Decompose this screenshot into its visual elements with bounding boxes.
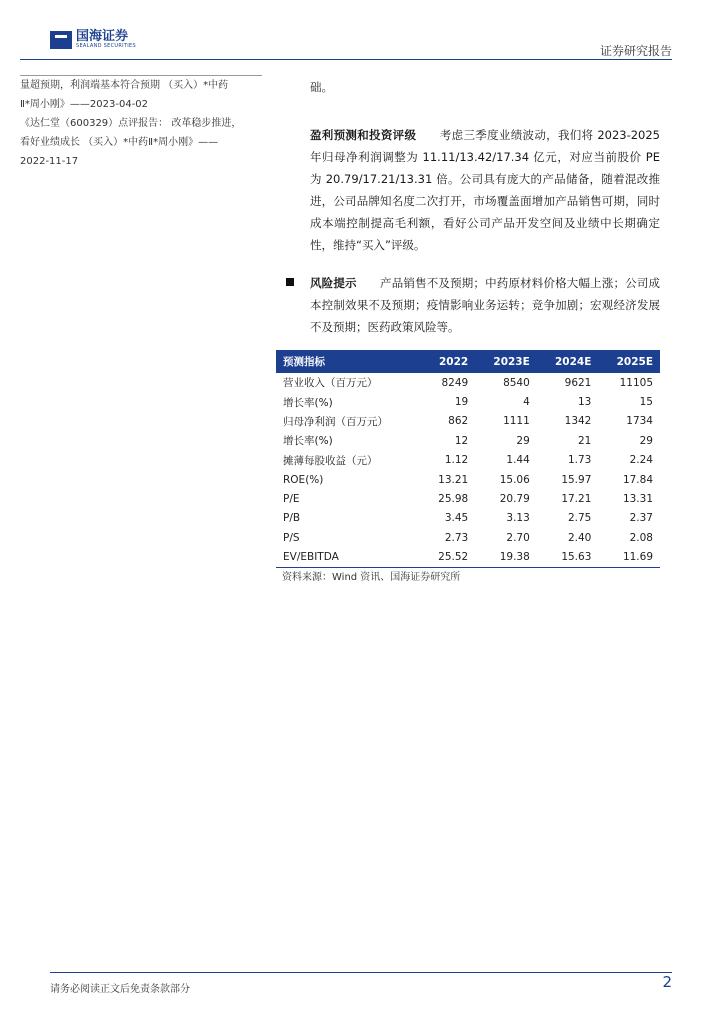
table-cell: 1.73	[567, 454, 592, 467]
table-row	[276, 392, 660, 411]
square-bullet-icon	[286, 278, 294, 286]
header-divider	[20, 59, 672, 60]
risk-heading: 风险提示	[310, 276, 357, 290]
table-cell: 25.52	[421, 548, 475, 568]
related-reports-sidebar	[20, 76, 262, 171]
table-cell: 1111	[503, 415, 530, 428]
table-cell: 19	[454, 396, 469, 409]
table-cell: 增长率(%)	[283, 435, 333, 448]
risk-body: 产品销售不及预期；中药原材料价格大幅上涨；公司成本控制效果不及预期；疫情影响业务运转；竞争加剧；宏观经济发展不及预期；医药政策风险等。	[310, 276, 661, 334]
related-report-line: Ⅱ*周小刚》——2023-04-02	[20, 99, 149, 110]
table-cell: 2.24	[629, 454, 653, 467]
table-cell: 归母净利润（百万元）	[283, 415, 388, 428]
rating-paragraph	[288, 124, 660, 256]
table-cell: 1.44	[506, 454, 530, 467]
paragraph-continuation: 础。	[310, 80, 333, 94]
logo-text-cn: 国海证券	[76, 29, 129, 44]
table-header-row	[276, 350, 660, 373]
related-report-line: 量超预期，利润端基本符合预期 （买入）*中药	[20, 80, 229, 91]
table-header-cell: 2025E	[598, 350, 660, 373]
logo-text-en: SEALAND SECURITIES	[76, 43, 136, 49]
table-cell: 9621	[564, 376, 592, 389]
table-cell: 摊薄每股收益（元）	[283, 454, 378, 467]
table-cell: ROE(%)	[283, 473, 324, 486]
table-row	[276, 470, 660, 489]
page-number: 2	[662, 973, 672, 991]
table-row	[276, 451, 660, 470]
table-row	[276, 509, 660, 528]
forecast-table	[276, 350, 660, 568]
table-cell: 29	[516, 434, 530, 447]
table-cell: 11105	[619, 376, 653, 389]
page-header	[0, 0, 724, 60]
sidebar-divider	[20, 75, 262, 76]
main-text	[288, 76, 660, 338]
table-header-cell: 预测指标	[276, 350, 421, 373]
table-cell: 17.84	[622, 473, 653, 486]
table-cell: 2.70	[506, 531, 530, 544]
table-cell: 8249	[441, 376, 469, 389]
table-cell: P/E	[283, 493, 300, 506]
rating-body: 考虑三季度业绩波动，我们将 2023-2025 年归母净利润调整为 11.11/13.42/17.34 亿元，对应当前股价 PE 为 20.79/17.21/13.31 倍。公司具有庞大的产品储备，随着混改推进，公司品牌知名度二次打开，市场覆盖面增加产品销售可期，同时成本端控制提高毛利额，看好公司产品开发空间及业绩中长期确定性，维持“买入”评级。	[310, 128, 661, 252]
table-cell: 2.08	[629, 531, 653, 544]
table-cell: 2.73	[444, 531, 469, 544]
table-cell: 15.63	[537, 548, 599, 568]
related-report-line: 看好业绩成长 （买入）*中药Ⅱ*周小刚》——	[20, 137, 219, 148]
table-cell: 13.31	[622, 493, 653, 506]
table-header-cell: 2023E	[475, 350, 537, 373]
table-cell: 4	[523, 396, 530, 409]
table-row	[276, 528, 660, 547]
table-cell: 1.12	[444, 454, 469, 467]
table-cell: P/S	[283, 531, 300, 544]
table-cell: EV/EBITDA	[276, 548, 421, 568]
footer-disclaimer: 请务必阅读正文后免责条款部分	[50, 984, 190, 995]
table-cell: 增长率(%)	[283, 396, 333, 409]
table-cell: P/B	[283, 512, 301, 525]
table-cell: 2.37	[629, 512, 653, 525]
table-header-cell: 2024E	[537, 350, 599, 373]
table-cell: 13.21	[438, 473, 469, 486]
table-cell: 2.75	[567, 512, 592, 525]
table-cell: 2.40	[567, 531, 592, 544]
table-cell: 862	[448, 415, 469, 428]
table-row	[276, 412, 660, 431]
table-cell: 17.21	[561, 493, 592, 506]
table-cell: 3.45	[444, 512, 469, 525]
table-cell: 3.13	[506, 512, 530, 525]
related-report-line: 2022-11-17	[20, 156, 79, 167]
table-cell: 1734	[626, 415, 653, 428]
table-cell: 20.79	[499, 493, 530, 506]
table-cell: 29	[639, 434, 653, 447]
table-cell: 11.69	[598, 548, 660, 568]
table-cell: 8540	[503, 376, 530, 389]
table-header-cell: 2022	[421, 350, 475, 373]
risk-paragraph	[288, 272, 660, 338]
table-cell: 21	[578, 434, 592, 447]
table-cell: 15.97	[561, 473, 592, 486]
report-type-title: 证券研究报告	[599, 44, 672, 58]
rating-heading: 盈利预测和投资评级	[310, 128, 417, 142]
table-cell: 19.38	[475, 548, 537, 568]
table-cell: 营业收入（百万元）	[283, 377, 378, 390]
table-cell: 15.06	[499, 473, 530, 486]
table-row	[276, 431, 660, 450]
logo-icon	[50, 31, 72, 49]
company-logo	[50, 30, 136, 49]
table-row	[276, 548, 660, 568]
table-cell: 15	[639, 396, 653, 409]
related-report-line: 《达仁堂（600329）点评报告： 改革稳步推进，	[20, 118, 242, 129]
table-row	[276, 489, 660, 508]
table-cell: 1342	[564, 415, 592, 428]
table-cell: 13	[578, 396, 592, 409]
table-source-note: 资料来源：Wind 资讯、国海证券研究所	[282, 572, 461, 583]
table-cell: 25.98	[438, 493, 469, 506]
table-cell: 12	[454, 434, 469, 447]
footer-divider	[50, 972, 672, 973]
table-row	[276, 373, 660, 392]
